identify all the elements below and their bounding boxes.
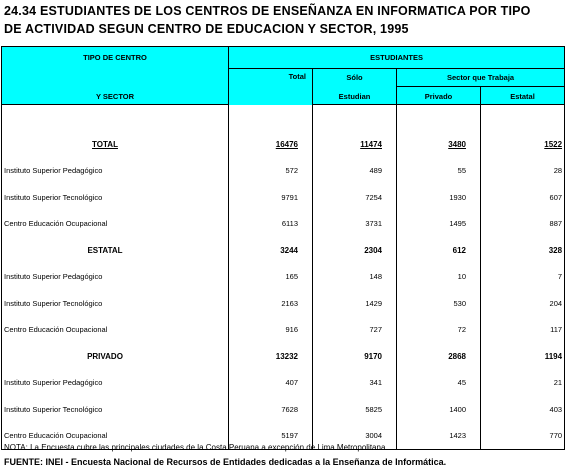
- table-title-line-1: 24.34 ESTUDIANTES DE LOS CENTROS DE ENSEÑANZA EN INFORMATICA POR TIPO: [4, 4, 531, 18]
- cell-solo: 9170: [313, 343, 397, 370]
- cell-solo: 5825: [313, 396, 397, 423]
- header-privado: Privado: [397, 87, 481, 105]
- students-table: [1, 46, 565, 450]
- table-row: [2, 211, 565, 238]
- header-y-sector: Y SECTOR: [2, 87, 229, 105]
- cell-estatal: 21: [481, 370, 565, 397]
- table-title-line-2: DE ACTIVIDAD SEGUN CENTRO DE EDUCACION Y SECTOR, 1995: [4, 22, 409, 36]
- table-note: NOTA: La Encuesta cubre las principales ciudades de la Costa Peruana a excepción de Lima Metropolitana.: [4, 443, 388, 452]
- header-total: Total: [229, 69, 313, 105]
- row-label: Instituto Superior Pedagógico: [2, 370, 229, 397]
- header-estudian: Estudian: [313, 87, 397, 105]
- cell-estatal: 607: [481, 184, 565, 211]
- cell-total: 3244: [229, 237, 313, 264]
- header-estatal: Estatal: [481, 87, 565, 105]
- cell-estatal: 1194: [481, 343, 565, 370]
- cell-estatal: 28: [481, 158, 565, 185]
- cell-total: 916: [229, 317, 313, 344]
- table-row: [2, 237, 565, 264]
- cell-total: 5197: [229, 423, 313, 450]
- cell-estatal: 117: [481, 317, 565, 344]
- table-row: [2, 131, 565, 158]
- cell-estatal: 1522: [544, 139, 563, 149]
- cell-total: 2163: [229, 290, 313, 317]
- cell-total: 9791: [229, 184, 313, 211]
- table-header: [2, 47, 565, 105]
- header-solo: Sólo: [313, 69, 397, 87]
- cell-estatal: 403: [481, 396, 565, 423]
- cell-solo: 341: [313, 370, 397, 397]
- cell-estatal: 328: [481, 237, 565, 264]
- cell-privado: 3480: [448, 139, 466, 149]
- row-label: Centro Educación Ocupacional: [2, 317, 229, 344]
- cell-solo: 3731: [313, 211, 397, 238]
- header-sector-que-trabaja: Sector que Trabaja: [397, 69, 565, 87]
- row-label: Centro Educación Ocupacional: [2, 211, 229, 238]
- row-label: Instituto Superior Tecnológico: [2, 396, 229, 423]
- row-label: TOTAL: [92, 139, 118, 149]
- cell-estatal: 7: [481, 264, 565, 291]
- cell-solo: 7254: [313, 184, 397, 211]
- table-row: [2, 370, 565, 397]
- row-label: Instituto Superior Tecnológico: [2, 290, 229, 317]
- cell-estatal: 770: [481, 423, 565, 450]
- cell-solo: 1429: [313, 290, 397, 317]
- header-estudiantes: ESTUDIANTES: [229, 47, 565, 69]
- cell-privado: 2868: [397, 343, 481, 370]
- header-tipo-de-centro: TIPO DE CENTRO: [2, 47, 229, 69]
- row-label: ESTATAL: [2, 237, 229, 264]
- cell-privado: 1400: [397, 396, 481, 423]
- cell-solo: 11474: [360, 139, 382, 149]
- row-label: PRIVADO: [2, 343, 229, 370]
- table-row: [2, 290, 565, 317]
- cell-total: 572: [229, 158, 313, 185]
- cell-privado: 1423: [397, 423, 481, 450]
- row-label: Instituto Superior Pedagógico: [2, 264, 229, 291]
- cell-total: 16476: [275, 139, 298, 149]
- row-label: Instituto Superior Tecnológico: [2, 184, 229, 211]
- cell-total: 7628: [229, 396, 313, 423]
- row-label: Instituto Superior Pedagógico: [2, 158, 229, 185]
- cell-privado: 72: [397, 317, 481, 344]
- cell-total: 165: [229, 264, 313, 291]
- cell-privado: 10: [397, 264, 481, 291]
- table-row: [2, 264, 565, 291]
- cell-solo: 148: [313, 264, 397, 291]
- table-row: [2, 158, 565, 185]
- cell-privado: 1495: [397, 211, 481, 238]
- cell-privado: 612: [397, 237, 481, 264]
- table-row: [2, 317, 565, 344]
- cell-solo: 2304: [313, 237, 397, 264]
- cell-privado: 45: [397, 370, 481, 397]
- table-row: [2, 184, 565, 211]
- cell-privado: 1930: [397, 184, 481, 211]
- table-row: [2, 396, 565, 423]
- cell-total: 13232: [229, 343, 313, 370]
- cell-solo: 3004: [313, 423, 397, 450]
- table-source: FUENTE: INEI - Encuesta Nacional de Recursos de Entidades dedicadas a la Enseñanza de Informática.: [4, 457, 447, 467]
- cell-estatal: 887: [481, 211, 565, 238]
- row-label: Centro Educación Ocupacional: [2, 423, 229, 450]
- cell-solo: 727: [313, 317, 397, 344]
- cell-privado: 55: [397, 158, 481, 185]
- table-body: [2, 105, 565, 450]
- cell-total: 407: [229, 370, 313, 397]
- cell-estatal: 204: [481, 290, 565, 317]
- cell-solo: 489: [313, 158, 397, 185]
- cell-privado: 530: [397, 290, 481, 317]
- table-row: [2, 343, 565, 370]
- cell-total: 6113: [229, 211, 313, 238]
